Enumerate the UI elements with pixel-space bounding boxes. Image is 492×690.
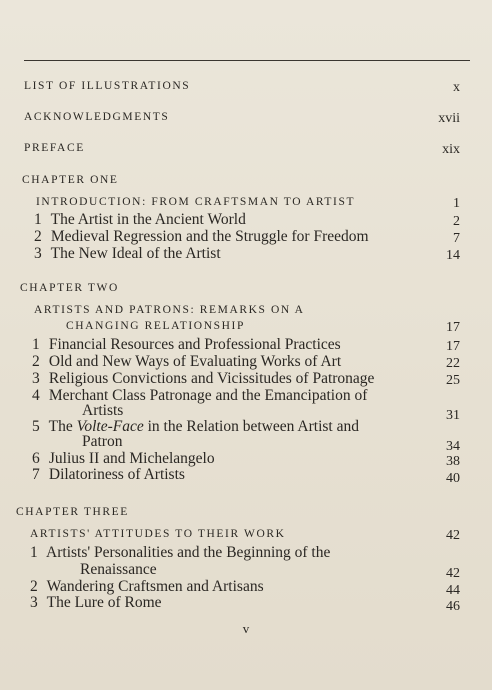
item-number: 4: [32, 387, 40, 404]
entry-page: x: [453, 80, 460, 95]
item-title: Wandering Craftsmen and Artisans: [46, 578, 264, 595]
item-page: 25: [446, 373, 460, 388]
toc-item: [0, 353, 492, 371]
item-page: 38: [446, 454, 460, 469]
item-page: 40: [446, 471, 460, 486]
item-title-continued: Renaissance: [80, 561, 157, 578]
item-number: 1: [32, 336, 40, 353]
toc-item: [0, 466, 492, 484]
item-number: 3: [30, 594, 38, 611]
entry-page: xvii: [438, 111, 460, 126]
toc-entry-preface: [0, 142, 492, 160]
toc-item: [0, 245, 492, 263]
toc-entry-list-of-illustrations: [0, 80, 492, 98]
entry-label: LIST OF ILLUSTRATIONS: [24, 80, 191, 92]
item-title: The Lure of Rome: [46, 594, 162, 611]
item-title-italic: Volte-Face: [76, 418, 144, 435]
item-number: 6: [32, 450, 40, 467]
item-page: 44: [446, 583, 460, 598]
chapter-heading-text: CHAPTER THREE: [16, 506, 129, 518]
item-title: Old and New Ways of Evaluating Works of Art: [48, 353, 342, 370]
toc-item: [0, 594, 492, 612]
item-page: 2: [453, 214, 460, 229]
chapter-heading: [0, 174, 492, 192]
item-number: 1: [34, 211, 42, 228]
chapter-title-line: ARTISTS AND PATRONS: REMARKS ON A: [34, 304, 305, 316]
item-title: The New Ideal of the Artist: [50, 245, 221, 262]
chapter-title-line: CHANGING RELATIONSHIP: [66, 320, 245, 332]
item-title-part: The: [48, 418, 77, 435]
toc-item-continuation: [0, 433, 492, 454]
entry-page: xix: [442, 142, 460, 157]
item-page: 34: [446, 439, 460, 454]
item-title: Merchant Class Patronage and the Emancipation of: [48, 387, 368, 404]
chapter-title-page: 42: [446, 528, 460, 543]
item-number: 1: [30, 544, 38, 561]
toc-item: [0, 336, 492, 354]
item-page: 14: [446, 248, 460, 263]
item-title-part: in the Relation between Artist and: [143, 418, 359, 435]
item-title: Religious Convictions and Vicissitudes of Patronage: [48, 370, 375, 387]
toc-item: [0, 211, 492, 229]
item-title: Financial Resources and Professional Practices: [48, 336, 341, 353]
page-folio: v: [242, 621, 250, 636]
toc-item: [0, 544, 492, 562]
item-page: 17: [446, 339, 460, 354]
item-page: 22: [446, 356, 460, 371]
item-number: 7: [32, 466, 40, 483]
item-title: Medieval Regression and the Struggle for Freedom: [50, 228, 369, 245]
entry-label: ACKNOWLEDGMENTS: [24, 111, 170, 123]
chapter-title-line: ARTISTS' ATTITUDES TO THEIR WORK: [30, 528, 286, 540]
item-title: Dilatoriness of Artists: [48, 466, 185, 483]
item-title-continued: Patron: [82, 433, 123, 450]
item-number: 5: [32, 418, 40, 435]
item-page: 31: [446, 408, 460, 423]
item-title-continued: Artists: [82, 402, 124, 419]
item-title: The Artist in the Ancient World: [50, 211, 246, 228]
chapter-title-page: 1: [453, 196, 460, 211]
toc-item: [0, 228, 492, 246]
chapter-title-line: INTRODUCTION: FROM CRAFTSMAN TO ARTIST: [36, 196, 356, 208]
item-page: 7: [453, 231, 460, 246]
entry-label: PREFACE: [24, 142, 85, 154]
item-number: 3: [32, 370, 40, 387]
item-number: 2: [34, 228, 42, 245]
toc-item-continuation: [0, 561, 492, 579]
top-rule: [24, 60, 470, 61]
chapter-heading-text: CHAPTER TWO: [20, 282, 119, 294]
item-number: 2: [30, 578, 38, 595]
item-title: Julius II and Michelangelo: [48, 450, 215, 467]
chapter-heading: [0, 506, 492, 524]
toc-entry-acknowledgments: [0, 111, 492, 129]
item-page: 46: [446, 599, 460, 614]
item-number: 3: [34, 245, 42, 262]
chapter-heading: [0, 282, 492, 300]
chapter-title-page: 17: [446, 320, 460, 335]
item-page: 42: [446, 566, 460, 581]
toc-item: [0, 370, 492, 388]
chapter-heading-text: CHAPTER ONE: [22, 174, 119, 186]
item-number: 2: [32, 353, 40, 370]
item-title: Artists' Personalities and the Beginning of the: [46, 544, 331, 561]
